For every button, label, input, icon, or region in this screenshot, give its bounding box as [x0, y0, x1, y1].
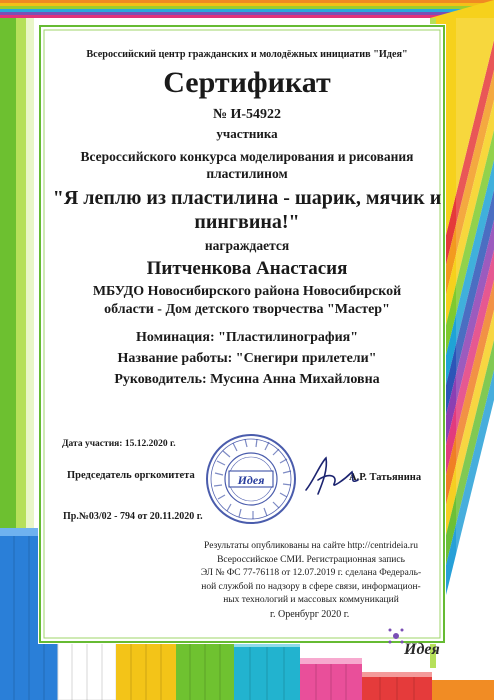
certificate-title: Сертификат	[163, 66, 331, 99]
organizer-name: Всероссийский центр гражданских и молодёжных инициатив "Идея"	[86, 49, 408, 60]
recipient-name: Питченкова Анастасия	[146, 258, 348, 279]
publication-line2: Всероссийское СМИ. Регистрационная запись	[217, 554, 405, 565]
publication-info	[178, 540, 444, 608]
chair-label: Председатель оргкомитета	[67, 470, 195, 481]
institution-line1: МБУДО Новосибирского района Новосибирской	[92, 284, 402, 299]
certificate-content	[38, 0, 456, 700]
institution-line2: области - Дом детского творчества "Мастер"	[104, 302, 390, 317]
publication-line3: ЭЛ № ФС 77-76118 от 12.07.2019 г. сделана Федераль-	[200, 568, 422, 578]
nomination: Номинация: "Пластилинография"	[135, 330, 359, 345]
work-title-line1: "Я леплю из пластилина - шарик, мячик и	[52, 187, 442, 209]
contest-name-line2: пластилином	[206, 166, 288, 181]
publication-line5: ных технологий и массовых коммуникаций	[223, 595, 399, 605]
idea-logo	[386, 624, 450, 660]
institution	[38, 283, 456, 319]
certificate-number: № И-54922	[212, 107, 282, 122]
order-number: Пр.№03/02 - 794 от 20.11.2020 г.	[63, 511, 203, 522]
awarded-label: награждается	[204, 238, 290, 253]
submitted-work-title	[38, 186, 456, 234]
city-year: г. Оренбург 2020 г.	[270, 609, 350, 620]
contest-name	[38, 148, 456, 182]
publication-line1: Результаты опубликованы на сайте http://centrideia.ru	[204, 541, 418, 551]
signature	[300, 450, 362, 498]
chair-name: А.Р. Татьянина	[349, 472, 422, 483]
logo-text: Идея	[404, 641, 440, 658]
supervisor: Руководитель: Мусина Анна Михайловна	[114, 372, 380, 387]
work-title: Название работы: "Снегири прилетели"	[117, 351, 377, 366]
official-stamp	[205, 433, 297, 525]
work-title-line2: пингвина!"	[194, 211, 300, 233]
participation-date: Дата участия: 15.12.2020 г.	[62, 439, 176, 449]
participant-label: участника	[216, 126, 278, 141]
stamp-center-text: Идея	[237, 473, 265, 487]
publication-line4: ной службой по надзору в сфере связи, информацион-	[201, 581, 421, 592]
contest-name-line1: Всероссийского конкурса моделирования и рисования	[80, 149, 414, 164]
sparkle-icon	[389, 629, 404, 644]
